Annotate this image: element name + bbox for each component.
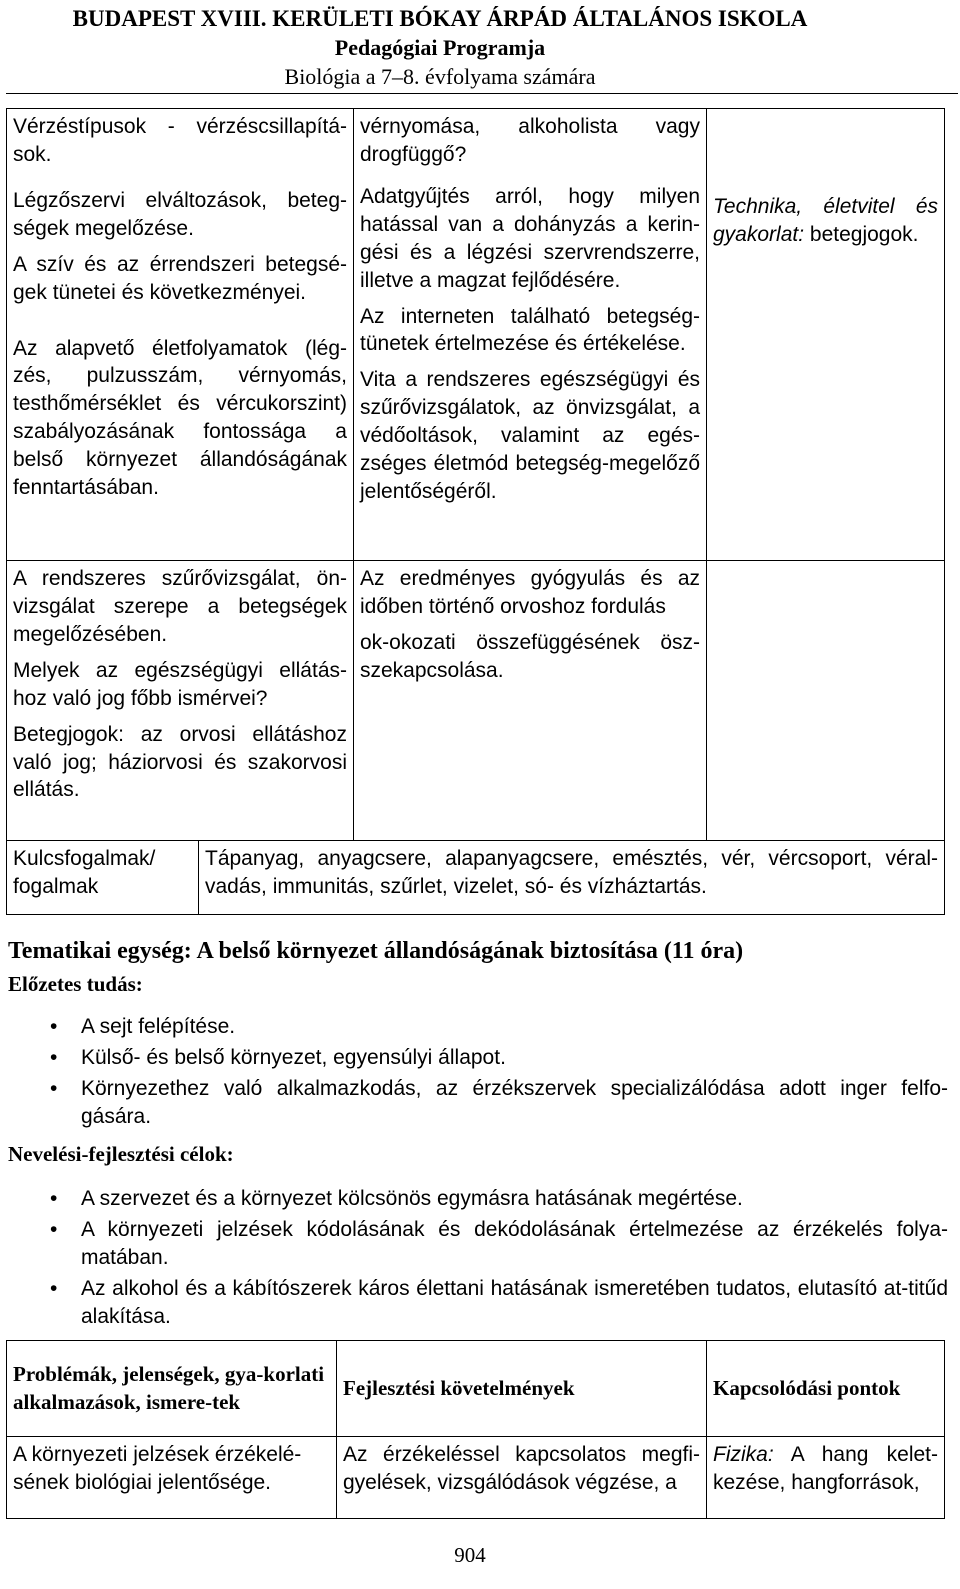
list-item-text: A szervezet és a környezet kölcsönös egymásra hatásának megértése. bbox=[81, 1187, 743, 1210]
list-item bbox=[8, 1216, 948, 1272]
list-item bbox=[8, 1044, 948, 1072]
prior-knowledge-list bbox=[8, 1013, 948, 1134]
bullet-icon: • bbox=[50, 1045, 58, 1069]
header-requirements: Fejlesztési követelmények bbox=[337, 1341, 707, 1437]
col1-para: Légzőszervi elváltozások, beteg-ségek megelőzése. bbox=[13, 188, 347, 240]
table-row bbox=[7, 561, 945, 841]
col2-para: Az interneten található betegség-tünetek értelmezése és értékelése. bbox=[360, 304, 700, 356]
header-problems: Problémák, jelenségek, gya-korlati alkalmazások, ismere-tek bbox=[7, 1341, 337, 1437]
table-row bbox=[7, 841, 945, 915]
header-connections: Kapcsolódási pontok bbox=[707, 1341, 945, 1437]
col3-subject: Technika, életvitel és gyakorlat: bbox=[713, 195, 938, 246]
content-table-bottom bbox=[6, 1340, 945, 1519]
list-item bbox=[8, 1185, 948, 1213]
table-row bbox=[7, 109, 945, 561]
row-requirements: Az érzékeléssel kapcsolatos megfi-gyelések, vizsgálódások végzése, a bbox=[337, 1437, 707, 1519]
col1-para: Melyek az egészségügyi ellátás-hoz való jog főbb ismérvei? bbox=[13, 658, 347, 710]
key-concepts-table bbox=[6, 840, 945, 915]
bullet-icon: • bbox=[50, 1076, 58, 1100]
list-item bbox=[8, 1275, 948, 1331]
col1-para: A rendszeres szűrővizsgálat, ön-vizsgálat szerepe a betegségek megelőzésében. bbox=[13, 567, 347, 646]
col2-para: Vita a rendszeres egészségügyi és szűrővizsgálatok, az önvizsgálat, a védőoltások, valamint az egés-zséges életmód betegség-megelőző jelentőségéről. bbox=[360, 368, 700, 504]
col3-cell bbox=[707, 561, 945, 841]
col3-text: betegjogok. bbox=[809, 222, 919, 246]
list-item-text: Külső- és belső környezet, egyensúlyi állapot. bbox=[81, 1045, 506, 1069]
goals-list bbox=[8, 1185, 948, 1334]
col2-cell bbox=[354, 109, 707, 561]
goals-label: Nevelési-fejlesztési célok: bbox=[8, 1142, 234, 1166]
connections-subject: Fizika: bbox=[713, 1443, 774, 1466]
table-header-row bbox=[7, 1341, 945, 1437]
col1-cell bbox=[7, 561, 354, 841]
col3-cell bbox=[707, 109, 945, 561]
school-name: BUDAPEST XVIII. KERÜLETI BÓKAY ÁRPÁD ÁLTALÁNOS ISKOLA bbox=[72, 6, 808, 31]
list-item-text: A környezeti jelzések kódolásának és dekódolásának értelmezése az érzékelés folya-matában. bbox=[81, 1217, 948, 1269]
bullet-icon: • bbox=[50, 1276, 58, 1300]
col2-para: Az eredményes gyógyulás és az időben történő orvoshoz fordulás bbox=[360, 567, 700, 618]
col2-cell bbox=[354, 561, 707, 841]
col1-para: A szív és az érrendszeri betegsé-gek tünetei és következményei. bbox=[13, 252, 347, 304]
col1-cell bbox=[7, 109, 354, 561]
bullet-icon: • bbox=[50, 1187, 58, 1210]
row-problems: A környezeti jelzések érzékelé-sének biológiai jelentősége. bbox=[7, 1437, 337, 1519]
prior-knowledge-label: Előzetes tudás: bbox=[8, 972, 143, 996]
row-connections bbox=[707, 1437, 945, 1519]
page-number: 904 bbox=[454, 1543, 486, 1567]
program-title: Pedagógiai Programja bbox=[334, 35, 546, 60]
list-item bbox=[8, 1075, 948, 1131]
content-table-top bbox=[6, 108, 945, 841]
key-concepts-text: Tápanyag, anyagcsere, alapanyagcsere, emésztés, vér, vércsoport, véral-vadás, immunitás, szűrlet, vizelet, só- és vízháztartás. bbox=[199, 841, 945, 915]
col3-para bbox=[713, 193, 938, 249]
list-item bbox=[8, 1013, 948, 1041]
col1-para: Vérzéstípusok - vérzéscsillapítá-sok. bbox=[13, 115, 347, 166]
list-item-text: Az alkohol és a kábítószerek káros élettani hatásának ismeretében tudatos, elutasító at-titűd alakítása. bbox=[81, 1276, 948, 1328]
list-item-text: Környezethez való alkalmazkodás, az érzékszervek specializálódása adott inger felfo-gására. bbox=[81, 1076, 948, 1128]
list-item-text: A sejt felépítése. bbox=[81, 1015, 236, 1038]
col1-para: Betegjogok: az orvosi ellátáshoz való jog; háziorvosi és szakorvosi ellátás. bbox=[13, 722, 347, 802]
col1-para: Az alapvető életfolyamatok (lég-zés, pulzusszám, vérnyomás, testhőmérséklet és vércukorszint) szabályozásának fontossága a belső környezet állandóságának fenntartásában. bbox=[13, 336, 347, 500]
connections-text: A hang kelet-kezése, hangforrások, bbox=[713, 1443, 938, 1494]
subject-title: Biológia a 7–8. évfolyama számára bbox=[284, 64, 596, 89]
table-row bbox=[7, 1437, 945, 1519]
col2-para: vérnyomása, alkoholista vagy drogfüggő? bbox=[360, 115, 700, 166]
header-divider bbox=[6, 93, 958, 94]
col2-para: ok-okozati összefüggésének ösz-szekapcsolása. bbox=[360, 630, 700, 682]
key-concepts-label: Kulcsfogalmak/ fogalmak bbox=[7, 841, 199, 915]
bullet-icon: • bbox=[50, 1217, 58, 1241]
section-title: Tematikai egység: A belső környezet állandóságának biztosítása (11 óra) bbox=[8, 938, 744, 964]
bullet-icon: • bbox=[50, 1015, 58, 1038]
col2-para: Adatgyűjtés arról, hogy milyen hatással van a dohányzás a kerin-gési és a légzési szervrendszerre, illetve a magzat fejlődésére. bbox=[360, 184, 700, 292]
